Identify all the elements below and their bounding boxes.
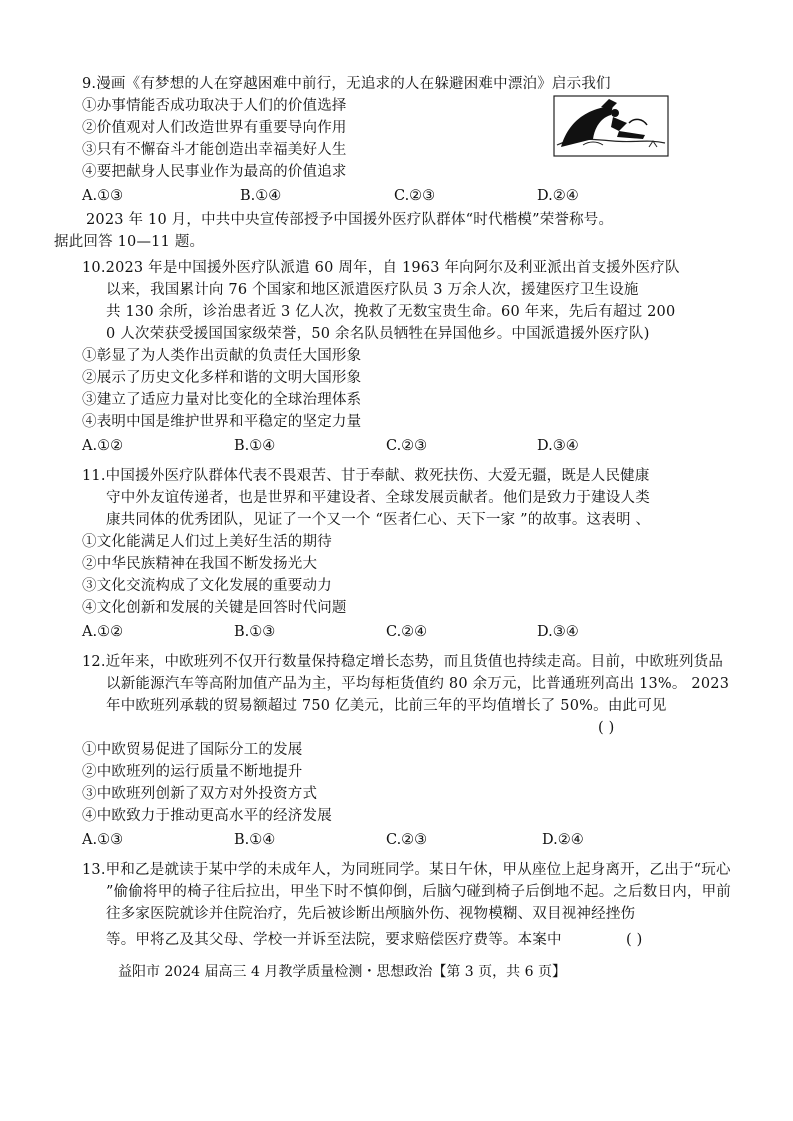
q13-line-2: ”偷偷将甲的椅子往后拉出，甲坐下时不慎仰倒，后脑勺碰到椅子后倒地不起。之后数日内，甲前: [106, 884, 732, 900]
q12-item-4: ④中欧致力于推动更高水平的经济发展: [82, 808, 332, 824]
q9-item-4: ④要把献身人民事业作为最高的价值追求: [82, 164, 347, 180]
q9-option-b[interactable]: B.①④: [240, 188, 282, 204]
q9-options: [82, 186, 702, 206]
q10-line-4: 0 人次荣获受援国国家级荣誉，50 余名队员牺牲在异国他乡。中国派遣援外医疗队): [106, 326, 650, 342]
q11-option-c[interactable]: C.②④: [386, 624, 428, 640]
q10-line-2: 以来，我国累计向 76 个国家和地区派遣医疗队员 3 万余人次，援建医疗卫生设施: [106, 282, 639, 298]
q10-option-c[interactable]: C.②③: [386, 438, 428, 454]
q12-item-1: ①中欧贸易促进了国际分工的发展: [82, 742, 303, 758]
q10-item-3: ③建立了适应力量对比变化的全球治理体系: [82, 392, 362, 408]
q10-option-d[interactable]: D.③④: [537, 438, 579, 454]
q12-line-1: 12.近年来，中欧班列不仅开行数量保持稳定增长态势，而且货值也持续走高。目前，中欧班列货品: [82, 654, 724, 670]
q11-option-b[interactable]: B.①③: [234, 624, 276, 640]
q11-item-1: ①文化能满足人们过上美好生活的期待: [82, 534, 332, 550]
q13-line-4: 等。甲将乙及其父母、学校一并诉至法院，要求赔偿医疗费等。本案中: [106, 932, 562, 948]
page-footer: 益阳市 2024 届高三 4 月教学质量检测・思想政治【第 3 页，共 6 页】: [118, 964, 566, 980]
q9-item-3: ③只有不懈奋斗才能创造出幸福美好人生: [82, 142, 347, 158]
q10-item-4: ④表明中国是维护世界和平稳定的坚定力量: [82, 414, 362, 430]
q11-item-4: ④文化创新和发展的关键是回答时代问题: [82, 600, 347, 616]
cartoon-illustration: [553, 95, 669, 157]
q9-item-1: ①办事情能否成功取决于人们的价值选择: [82, 98, 347, 114]
q12-line-3: 年中欧班列承载的贸易额超过 750 亿美元，比前三年的平均值增长了 50%。由此可见: [106, 698, 667, 714]
intro-line-1: 2023 年 10 月，中共中央宣传部授予中国援外医疗队群体“时代楷模”荣誉称号。: [86, 212, 614, 228]
q11-line-2: 守中外友谊传递者，也是世界和平建设者、全球发展贡献者。他们是致力于建设人类: [106, 490, 650, 506]
q13-answer-bracket[interactable]: ( ): [626, 932, 643, 948]
q12-answer-bracket[interactable]: ( ): [598, 720, 615, 736]
q12-item-3: ③中欧班列创新了双方对外投资方式: [82, 786, 318, 802]
q11-item-3: ③文化交流构成了文化发展的重要动力: [82, 578, 332, 594]
q10-options: [82, 436, 702, 456]
q12-item-2: ②中欧班列的运行质量不断地提升: [82, 764, 303, 780]
q9-item-2: ②价值观对人们改造世界有重要导向作用: [82, 120, 347, 136]
q12-option-a[interactable]: A.①③: [82, 832, 124, 848]
q11-item-2: ②中华民族精神在我国不断发扬光大: [82, 556, 318, 572]
q12-options: [82, 830, 702, 850]
q12-option-b[interactable]: B.①④: [234, 832, 276, 848]
q9-option-a[interactable]: A.①③: [82, 188, 124, 204]
q13-line-3: 往多家医院就诊并住院治疗，先后被诊断出颅脑外伤、视物模糊、双目视神经挫伤: [106, 906, 636, 922]
q12-option-d[interactable]: D.②④: [542, 832, 584, 848]
q10-item-1: ①彰显了为人类作出贡献的负责任大国形象: [82, 348, 362, 364]
q10-line-1: 10.2023 年是中国援外医疗队派遣 60 周年，自 1963 年向阿尔及利亚派出首支援外医疗队: [82, 260, 680, 276]
q10-item-2: ②展示了历史文化多样和谐的文明大国形象: [82, 370, 362, 386]
q11-options: [82, 622, 702, 642]
q9-option-c[interactable]: C.②③: [394, 188, 436, 204]
q9-stem: 9.漫画《有梦想的人在穿越困难中前行，无追求的人在躲避困难中漂泊》启示我们: [82, 76, 611, 92]
q11-option-a[interactable]: A.①②: [82, 624, 124, 640]
q11-option-d[interactable]: D.③④: [537, 624, 579, 640]
q10-line-3: 共 130 余所，诊治患者近 3 亿人次，挽救了无数宝贵生命。60 年来，先后有超过 200: [106, 304, 676, 320]
q13-line-1: 13.甲和乙是就读于某中学的未成年人，为同班同学。某日午休，甲从座位上起身离开，乙出于“玩心: [82, 862, 731, 878]
q12-option-c[interactable]: C.②③: [386, 832, 428, 848]
q11-line-3: 康共同体的优秀团队，见证了一个又一个 “医者仁心、天下一家 ”的故事。这表明 、: [106, 512, 651, 528]
q9-option-d[interactable]: D.②④: [537, 188, 579, 204]
q12-line-2: 以新能源汽车等高附加值产品为主，平均每柜货值约 80 余万元，比普通班列高出 13%。 2023: [106, 676, 730, 692]
q11-line-1: 11.中国援外医疗队群体代表不畏艰苦、甘于奉献、救死扶伤、大爱无疆，既是人民健康: [82, 468, 650, 484]
intro-line-2: 据此回答 10—11 题。: [54, 234, 205, 250]
q10-option-a[interactable]: A.①②: [82, 438, 124, 454]
q10-option-b[interactable]: B.①④: [234, 438, 276, 454]
